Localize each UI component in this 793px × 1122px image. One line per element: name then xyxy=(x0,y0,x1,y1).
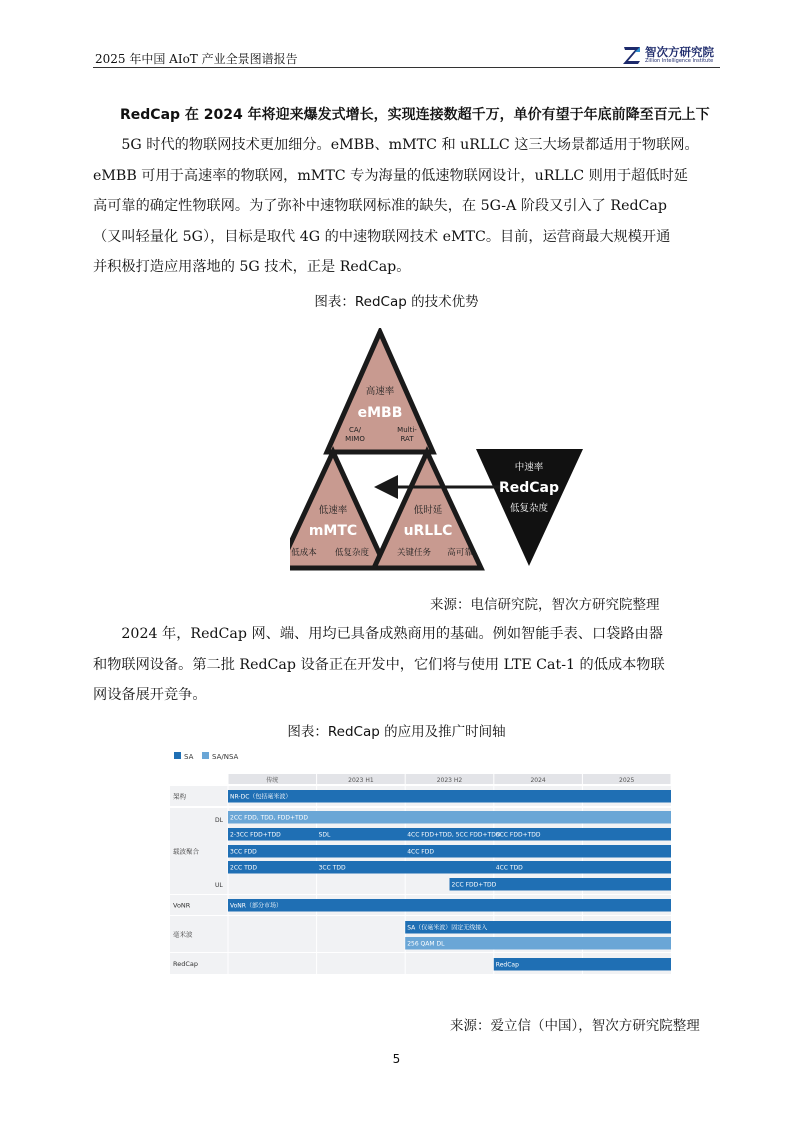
redcap-timeline-chart xyxy=(170,748,675,978)
urllc-feature: 低时延 xyxy=(413,505,443,516)
timeline-category-label: 载波聚合 xyxy=(173,847,199,856)
timeline-bar-label: 2CC TDD xyxy=(230,864,258,872)
urllc-note: 高可靠 xyxy=(447,548,473,558)
timeline-category-label: 毫米波 xyxy=(173,930,193,939)
timeline-bar xyxy=(228,899,671,912)
redcap-title: RedCap xyxy=(498,480,560,496)
legend-label: SA xyxy=(184,753,194,761)
urllc-title: uRLLC xyxy=(403,523,453,539)
column-header-label: 2024 xyxy=(530,777,546,784)
text-line: 并积极打造应用落地的 5G 技术，正是 RedCap。 xyxy=(93,259,411,275)
timeline-bar-label: 4CC FDD+TDD, 5CC FDD+TDD xyxy=(407,831,501,839)
timeline-bar-label: SDL xyxy=(318,831,331,839)
redcap-feature: 中速率 xyxy=(514,462,544,473)
carrier-aggregation-sublabel: DL xyxy=(215,817,223,824)
publisher-logo xyxy=(622,44,722,66)
mmtc-feature: 低速率 xyxy=(318,505,348,516)
column-header-label: 2023 H2 xyxy=(436,777,463,784)
embb-note: MIMO xyxy=(345,435,365,443)
text-line: 高可靠的确定性物联网。为了弥补中速物联网标准的缺失，在 5G-A 阶段又引入了 RedCap xyxy=(93,198,667,214)
timeline-bar-label: NR-DC（包括毫米波） xyxy=(230,793,292,801)
embb-note: Multi- xyxy=(397,426,417,434)
text-line: 网设备展开竞争。 xyxy=(93,687,207,703)
mmtc-note: 低复杂度 xyxy=(334,548,370,558)
text-line: eMBB 可用于高速率的物联网，mMTC 专为海量的低速物联网设计，uRLLC 则用于超低时延 xyxy=(93,167,688,184)
figure-caption: 图表：RedCap 的应用及推广时间轴 xyxy=(287,724,506,740)
logo-name: 智次方研究院 xyxy=(645,45,714,59)
legend-label: SA/NSA xyxy=(212,753,239,761)
mmtc-note: 低成本 xyxy=(291,548,317,558)
timeline-bar xyxy=(405,937,671,950)
text-line: （又叫轻量化 5G），目标是取代 4G 的中速物联网技术 eMTC。目前，运营商最大规模开通 xyxy=(93,228,671,245)
embb-note: RAT xyxy=(400,435,414,443)
header-rule xyxy=(93,67,720,68)
timeline-bar-label: 2-3CC FDD+TDD xyxy=(230,831,281,839)
timeline-bar-label: 3CC TDD xyxy=(318,864,346,872)
figure-caption: 图表：RedCap 的技术优势 xyxy=(314,294,479,310)
column-header-label: 传统 xyxy=(266,777,279,784)
column-header-label: 2025 xyxy=(619,777,635,784)
timeline-category-label: 架构 xyxy=(173,792,186,801)
timeline-bar-label: 256 QAM DL xyxy=(407,940,445,948)
legend-swatch xyxy=(174,752,181,759)
timeline-category-label: VoNR xyxy=(173,901,191,910)
embb-note: CA/ xyxy=(348,426,362,434)
timeline-bar-label: 3CC FDD xyxy=(230,848,257,856)
embb-feature: 高速率 xyxy=(365,386,395,397)
timeline-category-label: RedCap xyxy=(173,960,198,968)
timeline-bar xyxy=(228,861,671,874)
timeline-bar-label: 4CC TDD xyxy=(495,864,523,872)
zillion-logo-icon xyxy=(622,44,642,66)
figure-source: 来源：爱立信（中国），智次方研究院整理 xyxy=(450,1018,700,1034)
timeline-bar xyxy=(228,790,671,803)
timeline-bar-label: 6CC FDD+TDD xyxy=(495,831,541,839)
timeline-bar-label: VoNR（部分市场） xyxy=(230,902,282,910)
legend-swatch xyxy=(202,752,209,759)
urllc-note: 关键任务 xyxy=(396,548,432,558)
logo-subtitle: Zillion Intelligence Institute xyxy=(645,58,714,64)
timeline-bar xyxy=(494,958,671,971)
text-line: 2024 年，RedCap 网、端、用均已具备成熟商用的基础。例如智能手表、口袋路由器 xyxy=(121,626,663,642)
text-line: 和物联网设备。第二批 RedCap 设备正在开发中，它们将与使用 LTE Cat-1 的低成本物联 xyxy=(93,656,665,673)
embb-title: eMBB xyxy=(357,405,403,421)
timeline-bar xyxy=(228,845,671,858)
redcap-note: 低复杂度 xyxy=(509,503,549,514)
running-header-title: 2025 年中国 AIoT 产业全景图谱报告 xyxy=(95,52,298,66)
timeline-bar-label: RedCap xyxy=(495,961,519,969)
paragraph-adoption xyxy=(93,619,723,711)
timeline-bar-label: 2CC FDD+TDD xyxy=(451,881,497,889)
mmtc-title: mMTC xyxy=(308,523,358,539)
paragraph-intro xyxy=(93,130,723,283)
timeline-bar-label: 4CC FDD xyxy=(407,848,434,856)
timeline-bar-label: SA（仅毫米波）固定无线接入 xyxy=(407,924,488,932)
figure-source: 来源：电信研究院，智次方研究院整理 xyxy=(430,597,660,613)
carrier-aggregation-sublabel: UL xyxy=(215,882,223,889)
page-number: 5 xyxy=(392,1052,401,1066)
column-header-label: 2023 H1 xyxy=(348,777,374,784)
timeline-bar-label: 2CC FDD, TDD, FDD+TDD xyxy=(230,814,308,822)
section-heading: RedCap 在 2024 年将迎来爆发式增长，实现连接数超千万，单价有望于年底前降至百元上下 xyxy=(120,107,710,123)
redcap-advantage-diagram xyxy=(290,328,590,571)
text-line: 5G 时代的物联网技术更加细分。eMBB、mMTC 和 uRLLC 这三大场景都适用于物联网。 xyxy=(121,137,699,153)
